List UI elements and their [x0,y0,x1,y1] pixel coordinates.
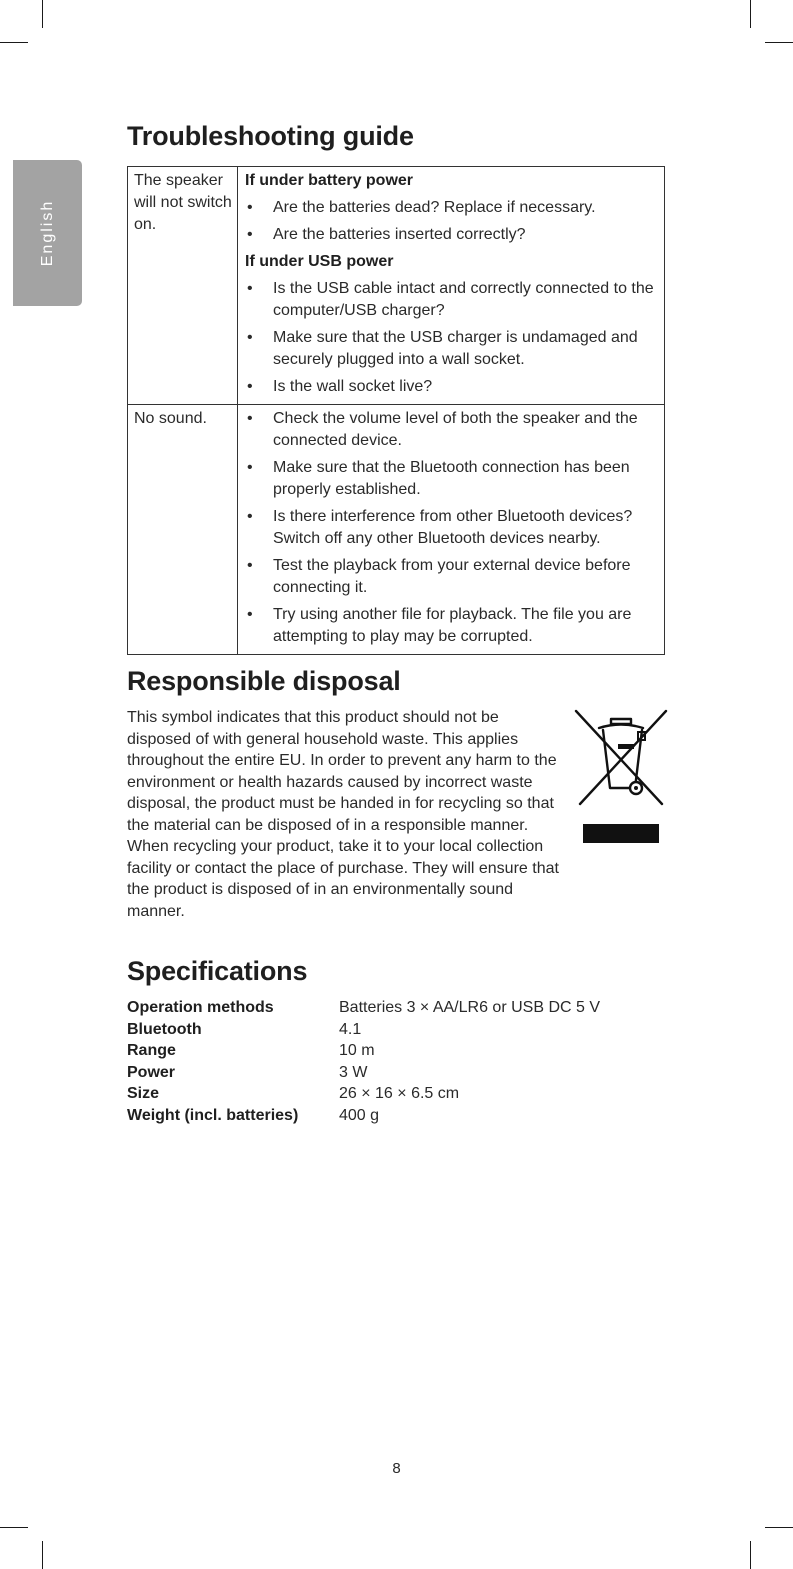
list-item: • Test the playback from your external device before connecting it. [245,555,658,599]
spec-label: Operation methods [127,999,274,1016]
list-item: • Check the volume level of both the speaker and the connected device. [245,408,658,452]
spec-row [127,1083,600,1105]
page-number: 8 [392,1460,401,1477]
spec-label: Power [127,1063,176,1081]
troubleshooting-title: Troubleshooting guide [127,121,414,151]
crop-mark [750,0,751,28]
spec-value: 4.1 [339,1020,362,1038]
disposal-text: This symbol indicates that this product should not be disposed of with general household waste. This applies throughout the entire EU. In order to prevent any harm to the environment or health hazards caused by incorrect waste disposal, the product must be handed in for recycling so that the material can be disposed of in a responsible manner. When recycling your product, take it to your local collection facility or contact the place of purchase. They will ensure that the product is disposed of in an environmentally sound manner. [127,709,559,920]
crop-mark [765,42,793,43]
spec-value: 10 m [339,1042,375,1060]
list-item: • Are the batteries dead? Replace if necessary. [245,197,658,219]
crop-mark [42,0,43,28]
crossed-out-wheelie-bin-icon [573,708,669,808]
crop-mark [42,1541,43,1569]
table-row [128,405,665,655]
spec-value: 26 × 16 × 6.5 cm [339,1085,460,1103]
problem-cell: No sound. [128,405,238,655]
troubleshooting-table [127,166,665,655]
crop-mark [0,42,28,43]
spec-value: Batteries 3 × AA/LR6 or USB DC 5 V [339,999,601,1016]
solution-subheading: If under battery power [245,172,414,189]
crop-mark [750,1541,751,1569]
spec-value: 3 W [339,1063,368,1081]
specifications-list [127,997,600,1127]
crop-mark [0,1527,28,1528]
solution-cell [238,167,665,405]
language-tab [13,160,82,306]
language-tab-label: English [38,199,56,267]
spec-label: Weight (incl. batteries) [127,1106,299,1124]
list-item: • Is the USB cable intact and correctly connected to the computer/USB charger? [245,278,658,322]
solution-list [245,408,658,648]
solution-cell [238,405,665,655]
list-item: • Is there interference from other Bluetooth devices? Switch off any other Bluetooth devices nearby. [245,506,658,550]
disposal-title: Responsible disposal [127,666,401,696]
spec-value: 400 g [339,1106,380,1124]
spec-label: Size [127,1085,160,1103]
list-item: • Try using another file for playback. The file you are attempting to play may be corrupted. [245,604,658,648]
symbol-underline-bar [583,824,659,843]
solution-list [245,197,658,246]
spec-row [127,1040,600,1062]
list-item: • Is the wall socket live? [245,376,658,398]
table-row [128,167,665,405]
spec-label: Bluetooth [127,1020,202,1038]
spec-label: Range [127,1042,176,1060]
spec-row [127,1105,600,1127]
solution-list [245,278,658,398]
list-item: • Make sure that the USB charger is undamaged and securely plugged into a wall socket. [245,327,658,371]
specifications-title: Specifications [127,956,308,986]
spec-row [127,997,600,1019]
solution-subheading: If under USB power [245,253,394,270]
crop-mark [765,1527,793,1528]
problem-cell: The speaker will not switch on. [128,167,238,405]
list-item: • Are the batteries inserted correctly? [245,224,658,246]
spec-row [127,1019,600,1041]
spec-row [127,1062,600,1084]
list-item: • Make sure that the Bluetooth connection has been properly established. [245,457,658,501]
